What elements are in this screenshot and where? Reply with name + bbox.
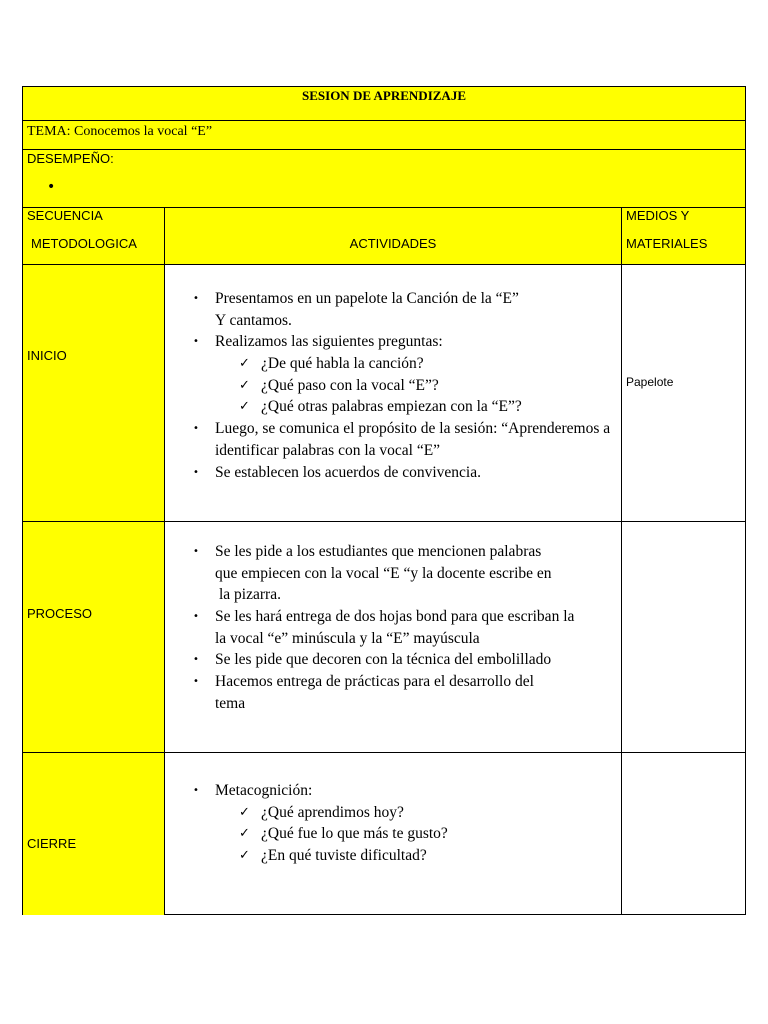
header-secuencia xyxy=(23,208,165,264)
desempeno-row xyxy=(23,150,745,208)
list-item: • Luego, se comunica el propósito de la sesión: “Aprenderemos a xyxy=(165,418,621,440)
cierre-label: CIERRE xyxy=(27,836,77,851)
list-item: • Se les hará entrega de dos hojas bond para que escriban la xyxy=(165,606,621,628)
bullet-icon: • xyxy=(193,466,199,478)
title-row xyxy=(23,87,745,121)
list-item: • Se les pide a los estudiantes que mencionen palabras xyxy=(165,541,621,563)
header-row xyxy=(23,208,745,265)
bullet-icon: • xyxy=(193,676,199,688)
inicio-materials-cell xyxy=(622,265,745,521)
list-item: Y cantamos. xyxy=(215,311,292,329)
proceso-materials-cell xyxy=(622,522,745,752)
header-medios-line2: MATERIALES xyxy=(626,236,708,251)
header-secuencia-line2: METODOLOGICA xyxy=(31,236,137,251)
bullet-icon: • xyxy=(193,546,199,557)
checkmark-icon: ✓ xyxy=(239,399,250,415)
proceso-activities-cell xyxy=(165,522,622,752)
list-item: la vocal “e” minúscula y la “E” mayúscula xyxy=(215,629,480,647)
bullet-icon: • xyxy=(193,293,199,304)
bullet-icon: • xyxy=(193,423,199,435)
cierre-activities-cell xyxy=(165,753,622,915)
list-item: que empiecen con la vocal “E “y la docente escribe en xyxy=(215,564,552,582)
list-item: • Metacognición: xyxy=(165,780,621,802)
header-medios xyxy=(622,208,745,264)
header-secuencia-line1: SECUENCIA xyxy=(27,208,103,223)
proceso-row xyxy=(23,522,745,753)
checkmark-icon: ✓ xyxy=(239,826,250,842)
list-item: ✓ ¿Qué aprendimos hoy? xyxy=(165,802,621,824)
list-item: ✓ ¿Qué fue lo que más te gusto? xyxy=(165,823,621,845)
cierre-phase-cell xyxy=(23,753,165,915)
header-actividades-label: ACTIVIDADES xyxy=(349,236,437,251)
checkmark-icon: ✓ xyxy=(239,377,250,393)
bullet-icon: • xyxy=(193,785,199,796)
inicio-phase-cell xyxy=(23,265,165,521)
cierre-activities xyxy=(165,780,621,867)
list-item: ✓ ¿Qué paso con la vocal “E”? xyxy=(165,375,621,397)
inicio-activities-cell xyxy=(165,265,622,521)
list-item: identificar palabras con la vocal “E” xyxy=(215,441,441,459)
inicio-activities xyxy=(165,288,621,483)
checkmark-icon: ✓ xyxy=(239,356,250,372)
inicio-row xyxy=(23,265,745,522)
inicio-label: INICIO xyxy=(27,348,67,363)
list-item: • Realizamos las siguientes preguntas: xyxy=(165,331,621,353)
desempeno-bullet: • xyxy=(47,179,56,195)
header-medios-line1: MEDIOS Y xyxy=(626,208,690,223)
cierre-row xyxy=(23,753,745,915)
list-item: ✓ ¿Qué otras palabras empiezan con la “E”? xyxy=(165,396,621,418)
tema-text: TEMA: Conocemos la vocal “E” xyxy=(27,124,213,139)
list-item: ✓ ¿De qué habla la canción? xyxy=(165,353,621,375)
proceso-phase-cell xyxy=(23,522,165,752)
proceso-label: PROCESO xyxy=(27,606,93,621)
list-item: • Hacemos entrega de prácticas para el desarrollo del xyxy=(165,671,621,693)
bullet-icon: • xyxy=(193,611,199,623)
cierre-materials-cell xyxy=(622,753,745,915)
checkmark-icon: ✓ xyxy=(239,804,250,820)
proceso-activities xyxy=(165,541,621,715)
desempeno-label: DESEMPEÑO: xyxy=(27,151,114,166)
page-title: SESION DE APRENDIZAJE xyxy=(302,88,466,103)
tema-row xyxy=(23,121,745,150)
list-item: • Se establecen los acuerdos de convivencia. xyxy=(165,462,621,484)
header-actividades xyxy=(165,208,622,264)
list-item: • Presentamos en un papelote la Canción de la “E” xyxy=(165,288,621,310)
checkmark-icon: ✓ xyxy=(239,848,250,864)
lesson-plan-table xyxy=(22,86,746,915)
list-item: • Se les pide que decoren con la técnica del embolillado xyxy=(165,649,621,671)
material-papelote: Papelote xyxy=(626,375,674,389)
bullet-icon: • xyxy=(193,654,199,666)
list-item: ✓ ¿En qué tuviste dificultad? xyxy=(165,845,621,867)
bullet-icon: • xyxy=(193,336,199,348)
list-item: tema xyxy=(215,694,246,712)
list-item: la pizarra. xyxy=(219,586,281,604)
